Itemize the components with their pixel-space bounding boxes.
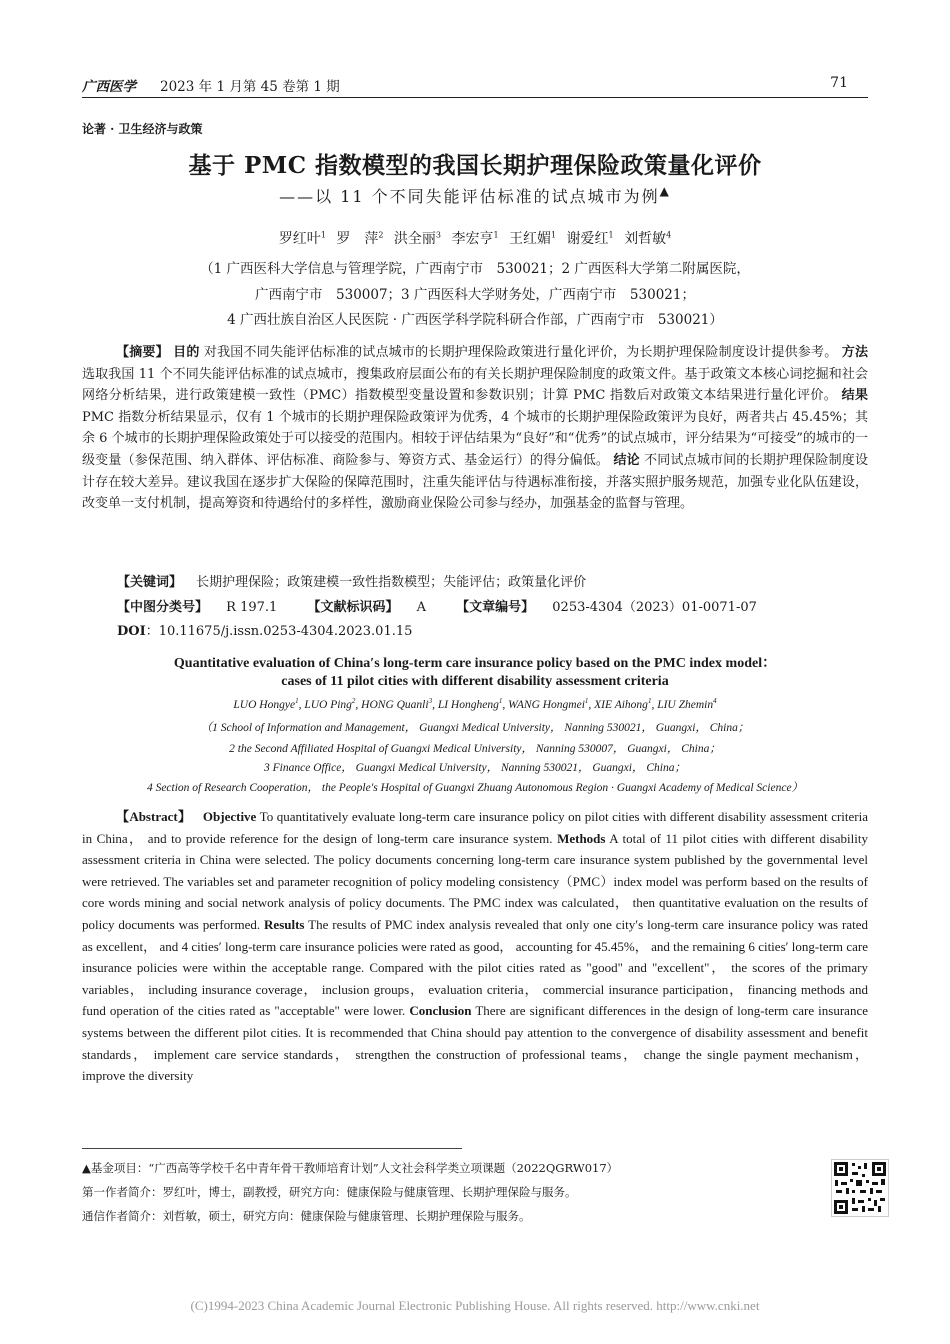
- header-divider: [82, 97, 868, 98]
- keywords: [117, 571, 586, 590]
- conclusion-text: There are significant differences in the design of long-term care insurance systems between the different pilot cities. It is recommended that China should pay attention to the convergence of disability assessment and benefit standards， implement care service standards， strengthen the construction of professional teams， change the single payment mechanism， improve the diversity: [82, 1003, 868, 1084]
- keywords-label: 【关键词】: [117, 575, 183, 590]
- doc-code-value: A: [416, 600, 426, 615]
- corresponding-author-footnote: 通信作者简介：刘哲敏，硕士，研究方向：健康保险与健康管理、长期护理保险与服务。: [82, 1209, 531, 1223]
- doi-value: ：10.11675/j.issn.0253-4304.2023.01.15: [145, 624, 413, 639]
- objective-text: 对我国不同失能评估标准的试点城市的长期护理保险政策进行量化评价，为长期护理保险制度设计提供参考。: [203, 345, 838, 360]
- objective-label: Objective: [202, 809, 257, 824]
- english-title-line: cases of 11 pilot cities with different disability assessment criteria: [281, 674, 669, 689]
- author: 谢爱红$^1$: [566, 230, 614, 247]
- results-label: Results: [264, 916, 305, 932]
- author: LIU Zhemin$^4$: [657, 697, 717, 711]
- author: 罗红叶$^1$: [278, 230, 326, 247]
- author-list: [0, 228, 950, 248]
- methods-label: 方法: [841, 345, 868, 360]
- author: 洪全丽$^3$: [393, 230, 441, 247]
- conclusion-text: 不同试点城市间的长期护理保险制度设计存在较大差异。建议我国在逐步扩大保险的保障范围时，注重失能评估与待遇标准衔接，并落实照护服务规范，加强专业化队伍建设，改变单一支付机制，提高筹资和待遇给付的多样性，激励商业保险公司参与经办，加强基金的监督与管理。: [82, 452, 868, 512]
- clc-label: 【中图分类号】: [117, 600, 209, 615]
- english-affiliation-line: 2 the Second Affiliated Hospital of Guangxi Medical University， Nanning 530007， Guangxi， China；: [229, 743, 721, 755]
- author: LUO Ping$^2$: [304, 697, 356, 711]
- author: 李宏亨$^1$: [451, 230, 499, 247]
- author: 王红媚$^1$: [509, 230, 557, 247]
- author: WANG Hongmei$^1$: [508, 697, 589, 711]
- paper-title: 基于 PMC 指数模型的我国长期护理保险政策量化评价: [188, 152, 762, 179]
- methods-text: 选取我国 11 个不同失能评估标准的试点城市，搜集政府层面公布的有关长期护理保险制度的政策文件。基于政策文本核心词挖掘和社会网络分析结果，进行政策建模一致性（PMC）指数模型变量设置和参数识别；计算 PMC 指数后对政策文本结果进行量化评价。: [82, 366, 868, 404]
- subtitle-text: ——以 11 个不同失能评估标准的试点城市为例: [279, 187, 660, 206]
- author: 刘哲敏$^4$: [624, 230, 672, 247]
- doc-code-label: 【文献标识码】: [307, 600, 399, 615]
- clc-value: R 197.1: [226, 600, 278, 615]
- author: HONG Quanli$^3$: [361, 697, 433, 711]
- results-text: The results of PMC index analysis revealed that only one city′s long-term care insurance policy was rated as excellent， and 4 cities′ long-term care insurance policies were rated as good， accounting for 45.45%， and the remaining 6 cities′ long-term care insurance policies were within the acceptable range. Compared with the pilot cities rated as "good" and "excellent"， the scores of the primary variables， including insurance coverage， inclusion groups， evaluation criteria， commercial insurance participation， financing methods and fund operation of the cities rated as "acceptable" were lower.: [82, 916, 869, 1019]
- abstract-label: 【摘要】: [116, 345, 169, 360]
- first-author-footnote: 第一作者简介：罗红叶，博士，副教授，研究方向：健康保险与健康管理、长期护理保险与服务。: [82, 1185, 577, 1199]
- article-no-value: 0253-4304（2023）01-0071-07: [552, 600, 757, 615]
- results-label: 结果: [841, 388, 868, 404]
- objective-label: 目的: [173, 345, 200, 360]
- doi-label: DOI: [117, 624, 146, 639]
- copyright-notice: (C)1994-2023 China Academic Journal Electronic Publishing House. All rights reserved. http://www.cnki.net: [190, 1298, 760, 1313]
- keywords-value: 长期护理保险；政策建模一致性指数模型；失能评估；政策量化评价: [196, 575, 587, 590]
- author: 罗 萍$^2$: [336, 230, 384, 247]
- english-title-line: Quantitative evaluation of China′s long-term care insurance policy based on the PMC index model：: [173, 656, 777, 671]
- author: LI Hongheng$^1$: [437, 697, 503, 711]
- results-text: PMC 指数分析结果显示，仅有 1 个城市的长期护理保险政策评为优秀，4 个城市的长期护理保险政策评为良好，两者共占 45.45%；其余 6 个城市的长期护理保险政策处于可以接受的范围内。相较于评估结果为“良好”和“优秀”的试点城市，评分结果为“可接受”的城市的一级变量（参保范围、纳入群体、评估标准、商险参与、筹资方式、基金运行）的得分偏低。: [82, 409, 868, 468]
- journal-name: 广西医学: [82, 79, 136, 95]
- conclusion-label: 结论: [613, 452, 640, 468]
- english-affiliation-line: 3 Finance Office， Guangxi Medical University， Nanning 530021， Guangxi， China；: [264, 762, 686, 774]
- qr-code-icon[interactable]: [831, 1159, 889, 1217]
- english-affiliation-line: （1 School of Information and Management， Guangxi Medical University， Nanning 530021， Guangxi， China；: [200, 722, 750, 734]
- author: XIE Aihong$^1$: [594, 697, 652, 711]
- affiliation-line: 广西南宁市 530007；3 广西医科大学财务处，广西南宁市 530021；: [255, 287, 695, 303]
- methods-text: A total of 11 pilot cities with different disability assessment criteria in China were selected. The policy documents concerning long-term care insurance system published by the governmental level were retrieved. The variables set and parameter recognition of policy modeling consistency（PMC）index model was perform based on the results of core words mining and social network analysis of policy documents. The PMC index was calculated， then quantitative evaluation on the results of policy documents was performed.: [82, 830, 868, 932]
- affiliation-line: （1 广西医科大学信息与管理学院，广西南宁市 530021；2 广西医科大学第二附属医院，: [200, 261, 750, 277]
- objective-text: To quantitatively evaluate long-term care insurance policy on pilot cities with different disability assessment criteria in China， and to provide reference for the design of long-term care insurance system.: [82, 809, 869, 846]
- page-number: 71: [830, 75, 848, 91]
- author: LUO Hongye$^1$: [233, 697, 299, 711]
- paper-subtitle: [0, 184, 950, 207]
- abstract-cn: [82, 342, 868, 515]
- abstract-en: [82, 806, 868, 1087]
- section-label: 论著 · 卫生经济与政策: [82, 122, 203, 136]
- abstract-label: 【Abstract】: [116, 809, 192, 824]
- affiliation-line: 4 广西壮族自治区人民医院 · 广西医学科学院科研合作部，广西南宁市 530021）: [227, 312, 723, 328]
- english-author-list: LUO Hongye$^1$, LUO Ping$^2$, HONG Quanli$^3$, LI Hongheng$^1$, WANG Hongmei$^1$, XIE Aihong$^1$, LIU Zhemin$^4$: [233, 697, 717, 711]
- doi: [117, 620, 412, 639]
- methods-label: Methods: [557, 830, 606, 846]
- classification: [117, 596, 757, 615]
- footnote-divider: [82, 1148, 462, 1149]
- conclusion-label: Conclusion: [409, 1003, 472, 1019]
- issue-info: 2023 年 1 月第 45 卷第 1 期: [160, 79, 340, 95]
- english-affiliation-line: 4 Section of Research Cooperation， the People′s Hospital of Guangxi Zhuang Autonomous Region · Guangxi Academy of Medical Science）: [146, 782, 804, 794]
- funding-mark: ▲: [659, 184, 671, 198]
- article-no-label: 【文章编号】: [456, 600, 535, 615]
- funding-footnote: ▲基金项目：“广西高等学校千名中青年骨干教师培育计划”人文社会科学类立项课题（2022QGRW017）: [82, 1161, 619, 1175]
